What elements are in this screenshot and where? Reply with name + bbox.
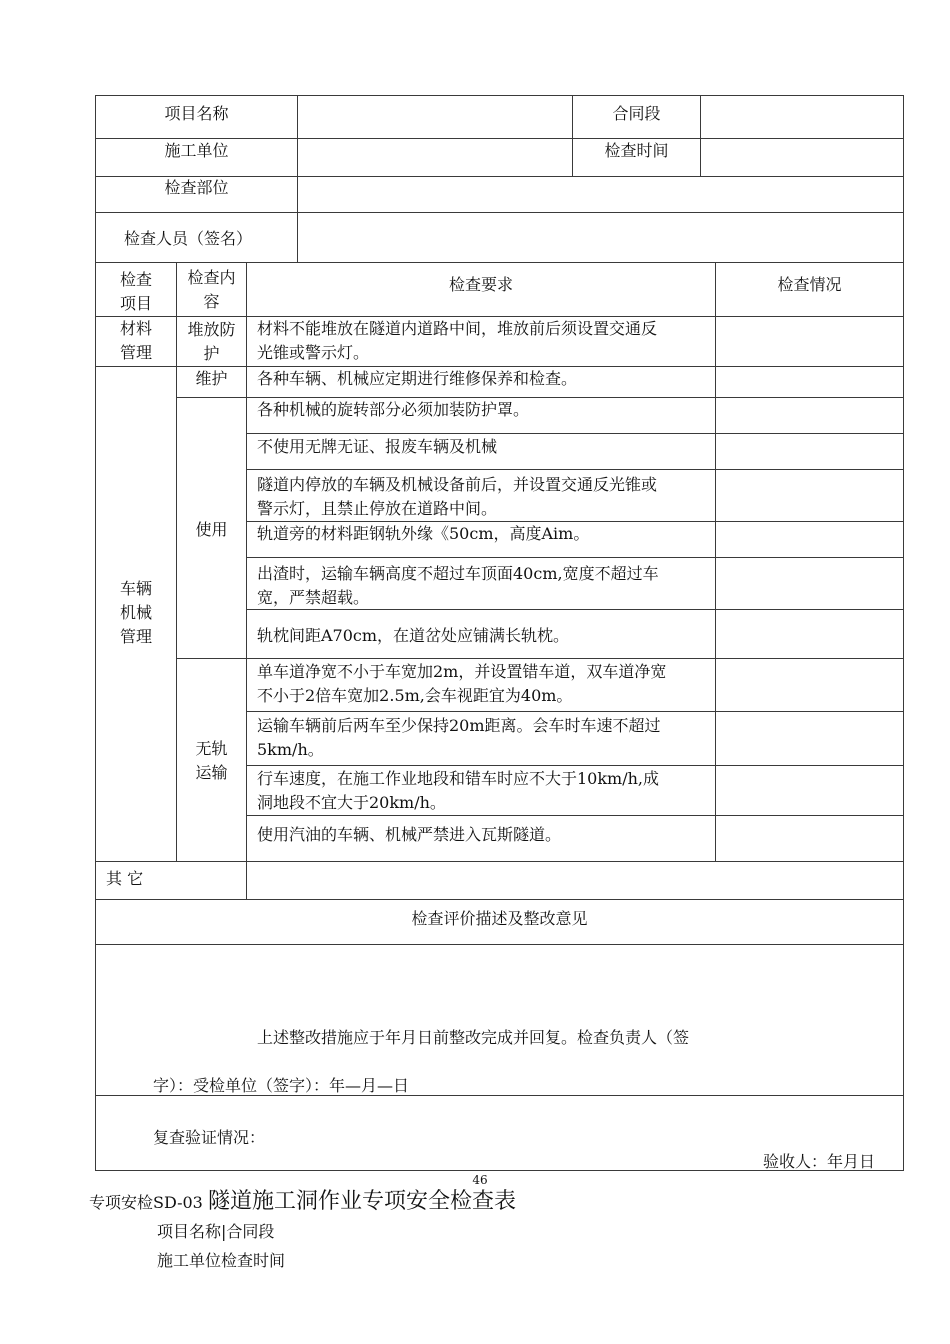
construction-unit-label: 施工单位: [164, 141, 229, 160]
table-border-right: [903, 95, 904, 1171]
content-use: 使用: [195, 520, 228, 539]
row-divider: [246, 469, 904, 470]
requirement-text: 单车道净宽不小于车宽加2m，并设置错车道，双车道净宽 不小于2倍车宽加2.5m,会车视距宜为40m。: [257, 662, 667, 705]
requirement-text: 材料不能堆放在隧道内道路中间，堆放前后须设置交通反 光锥或警示灯。: [257, 319, 658, 362]
project-name-label: 项目名称: [164, 104, 229, 123]
evaluation-heading: 检查评价描述及整改意见: [411, 909, 588, 928]
row-divider: [95, 861, 904, 862]
row-divider: [95, 262, 904, 263]
row-divider: [246, 433, 904, 434]
col-divider: [700, 95, 701, 177]
category-materials: 材料 管理: [119, 319, 152, 362]
row-divider: [246, 557, 904, 558]
check-location-label: 检查部位: [164, 178, 229, 197]
requirement-text: 各种车辆、机械应定期进行维修保养和检查。: [257, 369, 578, 388]
form-title: 隧道施工洞作业专项安全检查表: [207, 1189, 516, 1214]
row-divider: [246, 711, 904, 712]
table-border-top: [95, 95, 904, 96]
check-time-label: 检查时间: [604, 141, 669, 160]
col-divider: [297, 95, 298, 263]
page-number: 46: [472, 1173, 488, 1187]
next-form-heading: [89, 1188, 516, 1216]
row-divider: [246, 765, 904, 766]
col-header-requirement: 检查要求: [448, 275, 513, 294]
requirement-text: 轨道旁的材料距钢轨外缘《50cm，高度Aim。: [257, 524, 590, 543]
col-divider: [246, 262, 247, 900]
other-label: 其 它: [106, 869, 144, 888]
requirement-text: 运输车辆前后两车至少保持20m距离。会车时车速不超过 5km/h。: [257, 716, 661, 759]
review-label: 复查验证情况：: [153, 1128, 266, 1147]
requirement-text: 使用汽油的车辆、机械严禁进入瓦斯隧道。: [257, 825, 562, 844]
requirement-text: 不使用无牌无证、报废车辆及机械: [257, 437, 498, 456]
col-header-status: 检查情况: [777, 275, 842, 294]
category-vehicles: 车辆 机械 管理: [119, 579, 152, 646]
rectification-text: 上述整改措施应于年月日前整改完成并回复。检查负责人（签: [257, 1028, 690, 1047]
acceptor-label: 验收人：年月日: [763, 1152, 876, 1171]
content-trackless-transport: 无轨 运输: [195, 739, 228, 782]
next-form-line: 项目名称|合同段: [157, 1222, 275, 1241]
content-maintenance: 维护: [195, 369, 228, 388]
next-form-line: 施工单位检查时间: [157, 1251, 286, 1270]
row-divider: [95, 899, 904, 900]
row-divider: [246, 815, 904, 816]
rectification-signature: 字）：受检单位（签字）：年—月—日: [153, 1076, 410, 1095]
requirement-text: 出渣时，运输车辆高度不超过车顶面40cm,宽度不超过车 宽，严禁超载。: [257, 564, 659, 607]
row-divider: [176, 658, 904, 659]
contract-label: 合同段: [612, 104, 661, 123]
requirement-text: 轨枕间距A70cm，在道岔处应铺满长轨枕。: [257, 626, 570, 645]
col-header-content: 检查内 容: [187, 268, 236, 311]
inspectors-label: 检查人员（签名）: [124, 229, 253, 248]
content-stacking: 堆放防 护: [187, 320, 236, 363]
requirement-text: 行车速度，在施工作业地段和错车时应不大于10km/h,成 洞地段不宜大于20km/h。: [257, 769, 660, 812]
requirement-text: 各种机械的旋转部分必须加装防护罩。: [257, 400, 530, 419]
row-divider: [95, 944, 904, 945]
requirement-text: 隧道内停放的车辆及机械设备前后，并设置交通反光锥或 警示灯，且禁止停放在道路中间。: [257, 475, 658, 518]
col-divider: [715, 262, 716, 862]
row-divider: [95, 212, 904, 213]
col-header-item: 检查 项目: [119, 270, 152, 313]
form-code: 专项安检SD-03: [89, 1193, 203, 1212]
